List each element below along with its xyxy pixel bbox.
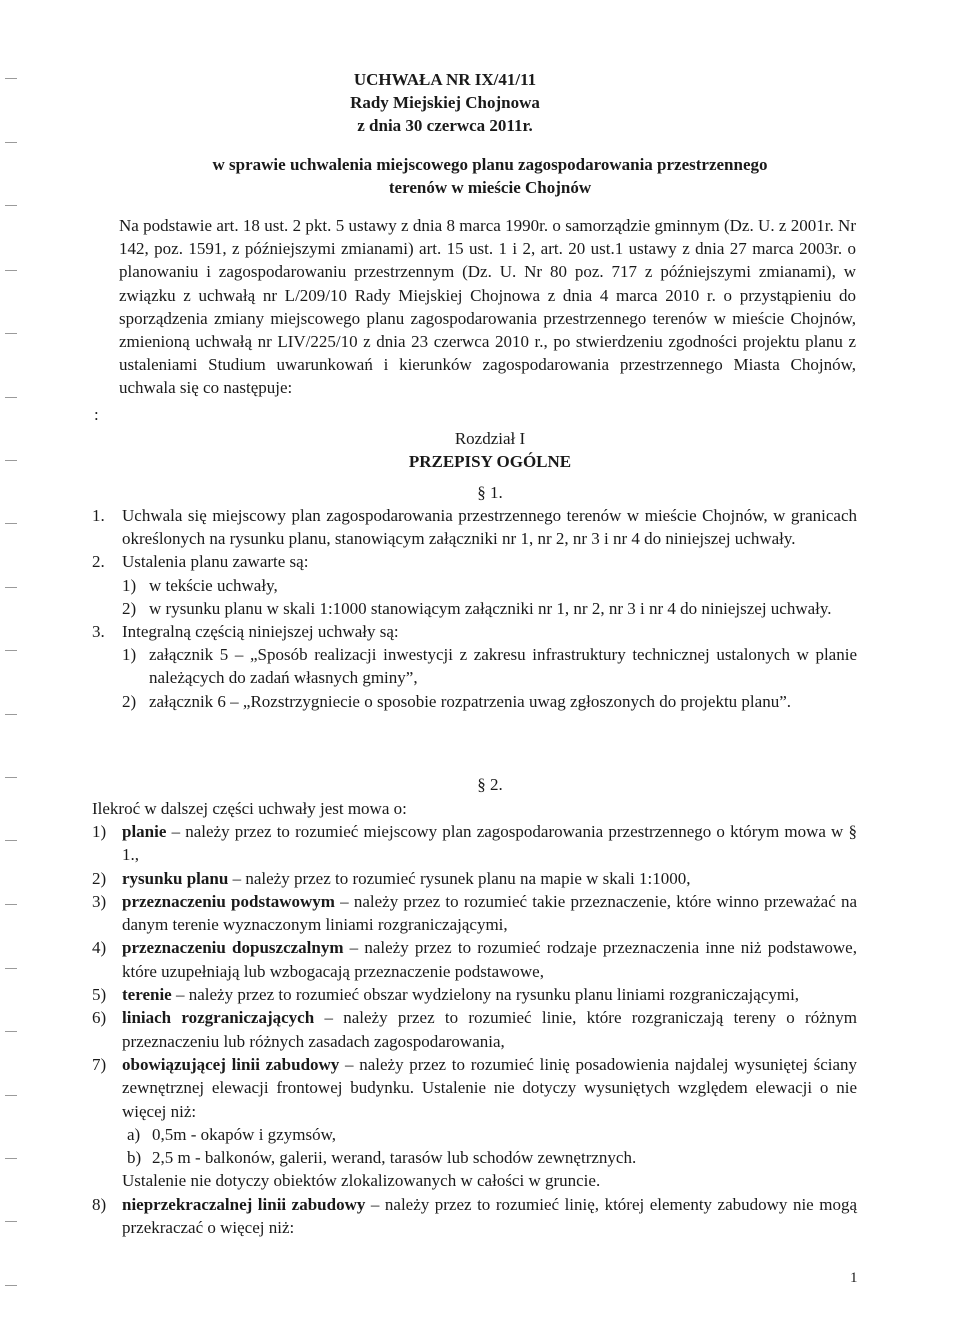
definition-number: 5) (92, 985, 107, 1005)
definitions-list (92, 820, 857, 1239)
sub-item-number: 2) (122, 691, 137, 711)
sub-item-text: załącznik 5 – „Sposób realizacji inwestycji z zakresu infrastruktury technicznej ustalonych w planie należących do zadań własnych gminy”, (149, 645, 857, 688)
sub-item-text: załącznik 6 – „Rozstrzygniecie o sposobie rozpatrzenia uwag zgłoszonych do projektu planu”. (149, 691, 791, 711)
section-1-list (92, 504, 857, 713)
definition-text: – należy przez to rozumieć rodzaje przeznaczenia inne niż podstawowe, które uzupełniają lub wzbogacają przeznaczenie podstawowe, (122, 938, 857, 981)
item-text: Ustalenia planu zawarte są: (122, 552, 309, 572)
margin-tick (5, 714, 17, 715)
sub-item (122, 597, 857, 620)
sub-item-number: 1) (122, 575, 137, 595)
paragraph-marker: § 1. (477, 483, 503, 502)
chapter-title: Rozdział I (454, 429, 526, 448)
margin-tick (5, 1095, 17, 1096)
sub-item-text: w rysunku planu w skali 1:1000 stanowiącym załączniki nr 1, nr 2, nr 3 i nr 4 do niniejszej uchwały. (149, 598, 832, 618)
resolution-date: z dnia 30 czerwca 2011r. (357, 116, 533, 135)
definition-term: planie (122, 822, 167, 841)
definition-term: nieprzekraczalnej linii zabudowy (122, 1194, 366, 1214)
margin-tick (5, 460, 17, 461)
item-text: Integralną częścią niniejszej uchwały są: (122, 622, 399, 642)
definition-term: terenie (122, 985, 172, 1005)
margin-tick (5, 142, 17, 143)
section-item (92, 504, 857, 550)
issuing-body: Rady Miejskiej Chojnowa (350, 93, 540, 112)
definition-number: 8) (92, 1194, 107, 1214)
margin-tick (5, 1285, 17, 1286)
definitions-lead: Ilekroć w dalszej części uchwały jest mowa o: (92, 799, 407, 818)
definition-sub-number: b) (127, 1148, 142, 1168)
definition-term: obowiązującej linii zabudowy (122, 1054, 340, 1074)
margin-tick (5, 523, 17, 524)
definition-term: przeznaczeniu podstawowym (122, 891, 335, 911)
definition-item (92, 867, 857, 890)
definition-text: – należy przez to rozumieć miejscowy plan zagospodarowania przestrzennego o którym mowa w § 1., (122, 822, 857, 865)
definition-text: – należy przez to rozumieć takie przeznaczenie, które winno przeważać na danym terenie wyznaczonym liniami rozgraniczającymi, (122, 891, 858, 935)
item-number: 3. (92, 622, 105, 642)
definition-note: Ustalenie nie dotyczy obiektów zlokalizowanych w całości w gruncie. (122, 1171, 601, 1191)
sub-item (122, 574, 857, 597)
definition-sub-item (127, 1123, 857, 1146)
definition-sub-number: a) (127, 1124, 141, 1144)
item-number: 1. (92, 506, 105, 525)
margin-tick (5, 650, 17, 651)
margin-tick (5, 840, 17, 841)
margin-tick (5, 1031, 17, 1032)
sub-item-number: 1) (122, 645, 137, 665)
item-text: Uchwala się miejscowy plan zagospodarowania przestrzennego terenów w mieście Chojnów, w granicach określonych na rysunku planu, stanowiącym załączniki nr 1, nr 2, nr 3 i nr 4 do niniejszej uchwały. (122, 506, 857, 549)
margin-tick (5, 205, 17, 206)
definition-number: 2) (92, 868, 107, 888)
definition-number: 7) (92, 1054, 107, 1074)
definition-term: przeznaczeniu dopuszczalnym (122, 938, 344, 958)
section-item (92, 550, 857, 620)
definition-text: – należy przez to rozumieć rysunek planu na mapie w skali 1:1000, (228, 868, 691, 888)
definition-text: – należy przez to rozumieć obszar wydzielony na rysunku planu liniami rozgraniczającymi, (171, 985, 800, 1005)
margin-tick (5, 904, 17, 905)
chapter-name: PRZEPISY OGÓLNE (408, 452, 572, 471)
margin-tick (5, 397, 17, 398)
definition-item (92, 890, 857, 937)
definition-text: – należy przez to rozumieć linię, której elementy zabudowy nie mogą przekraczać o więcej niż: (122, 1194, 857, 1238)
definition-number: 3) (92, 891, 107, 911)
margin-tick (5, 1158, 17, 1159)
margin-tick (5, 333, 17, 334)
subject-line: w sprawie uchwalenia miejscowego planu zagospodarowania przestrzennego (212, 155, 768, 174)
section-item (92, 620, 857, 713)
resolution-subject (100, 153, 880, 199)
definition-item (92, 936, 857, 983)
margin-tick (5, 270, 17, 271)
definition-text: – należy przez to rozumieć linię posadowienia najdalej wysuniętej ściany zewnętrznej elewacji frontowej budynku. Ustalenie nie dotyczy wysuniętych względem elewacji o nie więcej niż: (122, 1054, 858, 1121)
definition-item (92, 1193, 857, 1240)
definition-item (92, 1053, 857, 1193)
definition-number: 6) (92, 1008, 107, 1028)
definition-item (92, 983, 857, 1006)
page-number: 1 (850, 1270, 858, 1286)
sub-item (122, 643, 857, 689)
definition-item (92, 820, 857, 867)
stray-colon: : (94, 405, 99, 424)
paragraph-marker: § 2. (477, 775, 503, 794)
legal-basis-paragraph: Na podstawie art. 18 ust. 2 pkt. 5 ustawy z dnia 8 marca 1990r. o samorządzie gminnym (Dz. U. z 2001r. Nr 142, poz. 1591, z późniejszymi zmianami) art. 15 ust. 1 i 2, art. 20 ust.1 ustawy z dnia 27 marca 2003r. o planowaniu i zagospodarowaniu przestrzennym (Dz. U. Nr 80 poz. 717 z późniejszymi zmianami), w związku z uchwałą nr L/209/10 Rady Miejskiej Chojnowa z dnia 4 marca 2010 r. o przystąpieniu do sporządzenia zmiany miejscowego planu zagospodarowania przestrzennego terenów w mieście Chojnów, zmienioną uchwałą nr LIV/225/10 z dnia 23 czerwca 2010 r., po stwierdzeniu zgodności projektu planu z ustaleniami Studium uwarunkowań i kierunków zagospodarowania przestrzennego Miasta Chojnów, uchwala się co następuje: (119, 216, 856, 398)
definition-term: rysunku planu (122, 868, 229, 888)
margin-tick (5, 78, 17, 79)
margin-tick (5, 587, 17, 588)
subject-line: terenów w mieście Chojnów (388, 178, 592, 197)
margin-tick (5, 968, 17, 969)
definition-number: 4) (92, 938, 107, 958)
resolution-number: UCHWAŁA NR IX/41/11 (353, 70, 537, 89)
definition-item (92, 1006, 857, 1053)
sub-item (122, 690, 857, 713)
sub-item-number: 2) (122, 598, 137, 618)
resolution-header (300, 68, 590, 137)
margin-tick (5, 1221, 17, 1222)
margin-tick (5, 777, 17, 778)
definition-sub-text: 0,5m - okapów i gzymsów, (152, 1124, 336, 1144)
definition-number: 1) (92, 822, 107, 841)
definition-term: liniach rozgraniczających (122, 1008, 315, 1028)
item-number: 2. (92, 552, 105, 572)
definition-sub-item (127, 1146, 857, 1169)
chapter-heading (300, 427, 680, 473)
definition-sub-text: 2,5 m - balkonów, galerii, werand, tarasów lub schodów zewnętrznych. (152, 1148, 637, 1168)
definition-text: – należy przez to rozumieć linie, które rozgraniczają tereny o różnym przeznaczeniu lub różnych zasadach zagospodarowania, (122, 1008, 857, 1051)
sub-item-text: w tekście uchwały, (149, 575, 278, 595)
